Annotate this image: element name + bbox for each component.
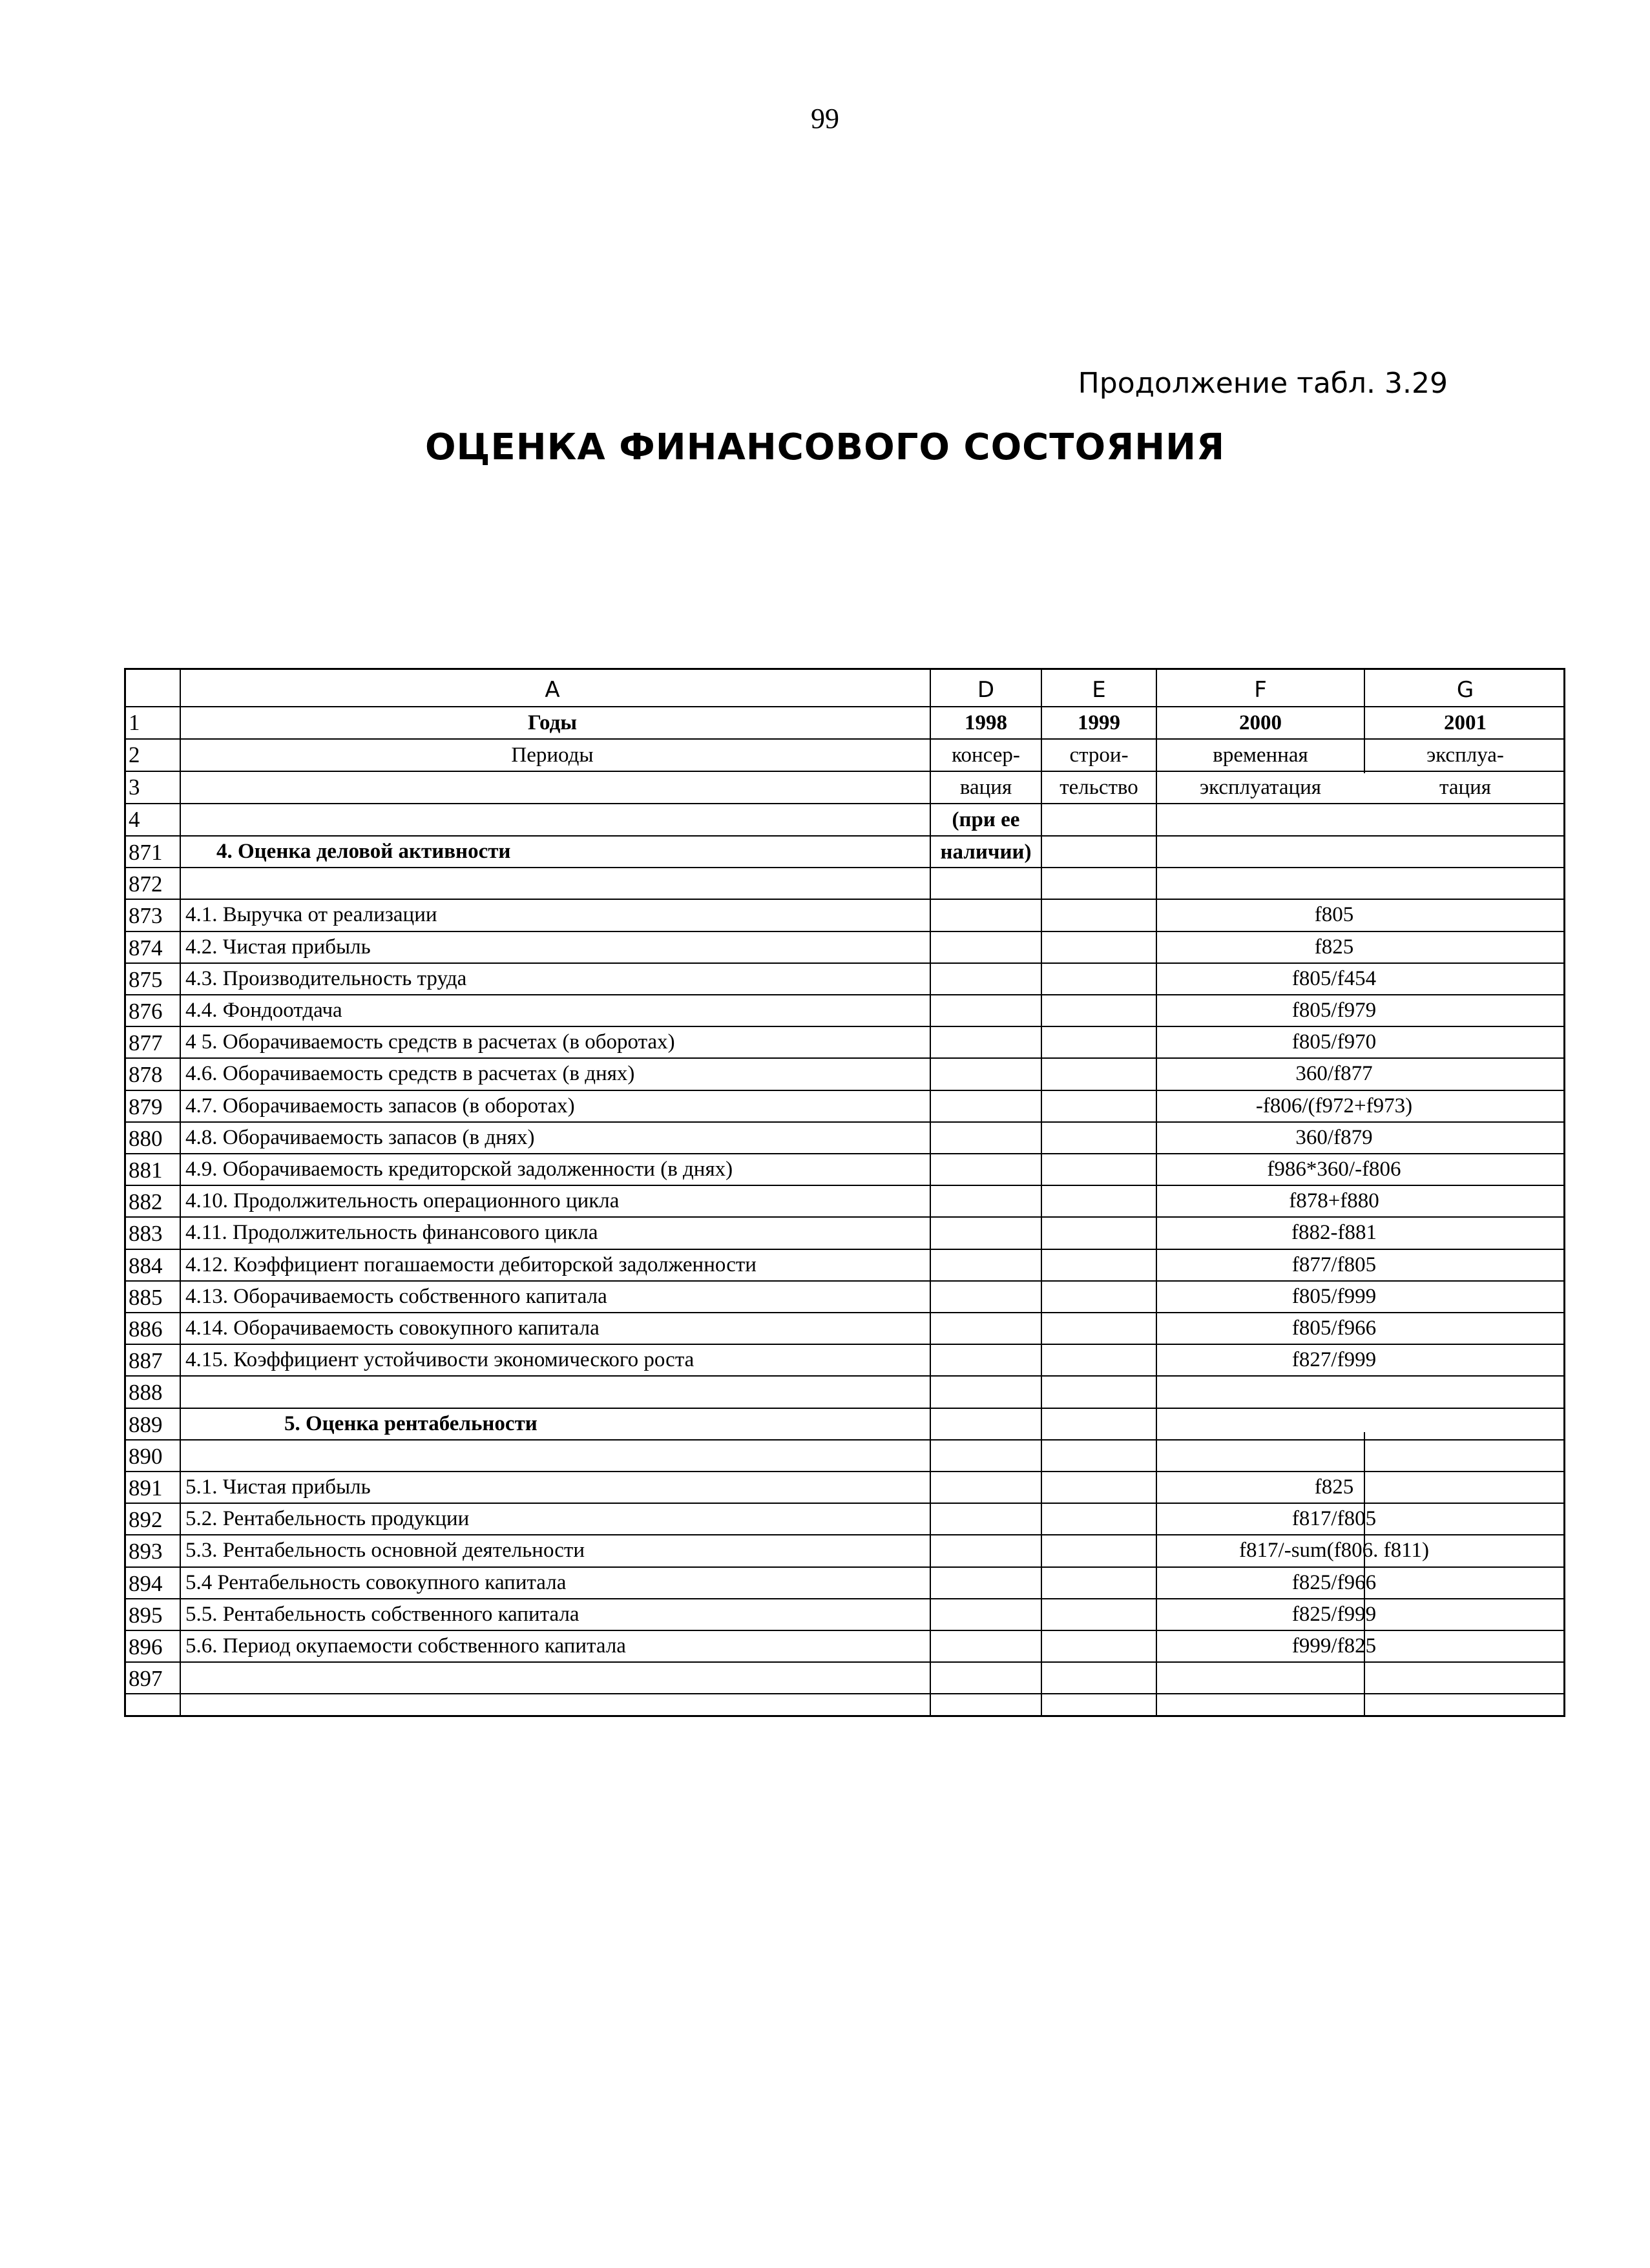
- column-divider: [930, 670, 931, 1715]
- period-g-line: эксплуа-: [1426, 744, 1504, 767]
- indicator-label: 5.2. Рентабельность продукции: [185, 1507, 470, 1531]
- indicator-label: 5.5. Рентабельность собственного капитала: [185, 1602, 580, 1626]
- formula-cell: f817/f805: [1291, 1507, 1377, 1531]
- row-number: 878: [129, 1062, 163, 1088]
- period-e-line: тельство: [1060, 776, 1138, 799]
- row-divider: [126, 1216, 1563, 1218]
- col-header-a: A: [545, 677, 560, 703]
- row-number: 3: [129, 775, 140, 800]
- row-number: 891: [129, 1475, 163, 1501]
- indicator-label: 4.3. Производительность труда: [185, 966, 467, 990]
- indicator-label: 4.10. Продолжительность операционного цикла: [185, 1189, 620, 1213]
- row-number: 2: [129, 742, 140, 767]
- period-f-line: временная: [1213, 744, 1308, 767]
- row-number: 880: [129, 1125, 163, 1151]
- column-divider: [1041, 670, 1042, 1715]
- row-number: 892: [129, 1507, 163, 1533]
- row-divider: [126, 931, 1563, 932]
- row-number: 894: [129, 1570, 163, 1596]
- indicator-label: 4.6. Оборачиваемость средств в расчетах (в днях): [185, 1062, 635, 1086]
- page-number: 99: [811, 103, 839, 134]
- table-continuation-caption: Продолжение табл. 3.29: [1078, 367, 1448, 400]
- row-divider: [126, 1312, 1563, 1313]
- row-number: 877: [129, 1030, 163, 1056]
- col-header-d: D: [977, 677, 995, 703]
- row-divider: [126, 994, 1563, 995]
- row-number: 896: [129, 1634, 163, 1659]
- indicator-label: 4.14. Оборачиваемость совокупного капитала: [185, 1316, 600, 1340]
- row-divider: [126, 1503, 1563, 1504]
- formula-cell: f882-f881: [1291, 1221, 1377, 1245]
- indicator-label: 4.8. Оборачиваемость запасов (в днях): [185, 1125, 535, 1149]
- formula-cell: f805: [1314, 903, 1354, 927]
- year-2001: 2001: [1444, 711, 1487, 734]
- row-divider: [126, 1534, 1563, 1535]
- formula-cell: 360/f879: [1295, 1125, 1373, 1149]
- row-number: 884: [129, 1253, 163, 1278]
- row-number: 886: [129, 1316, 163, 1342]
- indicator-label: 5.3. Рентабельность основной деятельности: [185, 1539, 585, 1563]
- row-divider: [126, 1598, 1563, 1599]
- formula-cell: f827/f999: [1291, 1348, 1377, 1372]
- row-number: 888: [129, 1380, 163, 1406]
- row-divider: [126, 803, 1563, 804]
- formula-cell: f805/f970: [1291, 1030, 1377, 1054]
- col-header-f: F: [1254, 677, 1267, 703]
- row-divider: [126, 867, 1563, 868]
- indicator-label: 4.9. Оборачиваемость кредиторской задолженности (в днях): [185, 1158, 733, 1181]
- row-number: 1: [129, 710, 140, 735]
- row-divider: [126, 1185, 1563, 1186]
- formula-cell: f805/f966: [1291, 1316, 1377, 1340]
- period-f-line: эксплуатация: [1200, 776, 1321, 799]
- indicator-label: 4.11. Продолжительность финансового цикла: [185, 1221, 598, 1245]
- row-number: 873: [129, 903, 163, 929]
- column-divider: [1364, 670, 1365, 773]
- formula-cell: f805/f454: [1291, 966, 1377, 990]
- row-divider: [126, 1375, 1563, 1377]
- row-divider: [126, 1471, 1563, 1472]
- row-divider: [126, 1090, 1563, 1091]
- financial-assessment-table: [124, 668, 1565, 1717]
- row-number: 879: [129, 1094, 163, 1119]
- row-number: 890: [129, 1443, 163, 1469]
- indicator-label: 4 5. Оборачиваемость средств в расчетах (в оборотах): [185, 1030, 675, 1054]
- section-heading: 4. Оценка деловой активности: [216, 840, 511, 863]
- year-1999: 1999: [1078, 711, 1120, 734]
- period-d-line: наличии): [940, 840, 1032, 864]
- row-divider: [126, 1439, 1563, 1441]
- col-header-g: G: [1456, 677, 1474, 703]
- row-divider: [126, 1280, 1563, 1282]
- row-divider: [126, 1630, 1563, 1631]
- document-title: ОЦЕНКА ФИНАНСОВОГО СОСТОЯНИЯ: [424, 426, 1226, 468]
- indicator-label: 4.15. Коэффициент устойчивости экономического роста: [185, 1348, 694, 1372]
- indicator-label: 5.1. Чистая прибыль: [185, 1475, 371, 1499]
- row-divider: [126, 1344, 1563, 1345]
- years-label: Годы: [527, 711, 578, 734]
- row-divider: [126, 1153, 1563, 1154]
- row-divider: [126, 1057, 1563, 1059]
- formula-cell: f805/f979: [1291, 999, 1377, 1022]
- row-number: 895: [129, 1602, 163, 1628]
- row-divider: [126, 1661, 1563, 1663]
- formula-cell: f878+f880: [1289, 1189, 1379, 1213]
- period-e-line: строи-: [1069, 744, 1129, 767]
- row-divider: [126, 738, 1563, 740]
- year-1998: 1998: [965, 711, 1007, 734]
- row-divider: [126, 1249, 1563, 1250]
- row-divider: [126, 899, 1563, 900]
- row-number: 871: [129, 840, 163, 865]
- indicator-label: 4.13. Оборачиваемость собственного капитала: [185, 1284, 607, 1308]
- formula-cell: f877/f805: [1291, 1253, 1377, 1276]
- column-divider: [1156, 670, 1157, 1715]
- period-d-line: вация: [959, 776, 1012, 799]
- row-divider: [126, 1566, 1563, 1568]
- formula-cell: f805/f999: [1291, 1284, 1377, 1308]
- formula-cell: f825/f966: [1291, 1570, 1377, 1594]
- row-divider: [126, 1693, 1563, 1694]
- row-number: 882: [129, 1189, 163, 1215]
- col-header-e: E: [1092, 677, 1106, 703]
- indicator-label: 4.1. Выручка от реализации: [185, 903, 437, 927]
- indicator-label: 4.7. Оборачиваемость запасов (в оборотах): [185, 1094, 575, 1118]
- row-number: 4: [129, 807, 140, 832]
- row-number: 881: [129, 1158, 163, 1183]
- indicator-label: 4.2. Чистая прибыль: [185, 935, 371, 959]
- formula-cell: f986*360/-f806: [1267, 1158, 1401, 1181]
- year-2000: 2000: [1239, 711, 1282, 734]
- formula-cell: f825: [1314, 1475, 1354, 1499]
- indicator-label: 4.4. Фондоотдача: [185, 999, 342, 1022]
- period-d-line: (при ее: [952, 808, 1020, 831]
- row-number: 872: [129, 871, 163, 897]
- row-number: 897: [129, 1666, 163, 1692]
- row-divider: [126, 835, 1563, 837]
- formula-cell: f817/-sum(f806. f811): [1239, 1539, 1429, 1563]
- formula-cell: f999/f825: [1291, 1634, 1377, 1658]
- row-number: 876: [129, 999, 163, 1024]
- formula-cell: f825/f999: [1291, 1602, 1377, 1626]
- formula-cell: 360/f877: [1295, 1062, 1373, 1086]
- row-divider: [126, 1121, 1563, 1123]
- row-number: 885: [129, 1284, 163, 1310]
- row-divider: [126, 1408, 1563, 1409]
- row-number: 893: [129, 1539, 163, 1565]
- indicator-label: 5.4 Рентабельность совокупного капитала: [185, 1570, 567, 1594]
- row-divider: [126, 771, 1563, 772]
- row-number: 883: [129, 1221, 163, 1247]
- row-number: 887: [129, 1348, 163, 1374]
- indicator-label: 5.6. Период окупаемости собственного капитала: [185, 1634, 626, 1658]
- section-heading: 5. Оценка рентабельности: [284, 1411, 538, 1435]
- row-number: 874: [129, 935, 163, 961]
- formula-cell: -f806/(f972+f973): [1255, 1094, 1413, 1118]
- period-d-line: консер-: [952, 744, 1020, 767]
- row-divider: [126, 1026, 1563, 1027]
- formula-cell: f825: [1314, 935, 1354, 959]
- period-g-line: тация: [1439, 776, 1491, 799]
- row-divider: [126, 962, 1563, 964]
- periods-label: Периоды: [511, 744, 594, 767]
- column-divider: [180, 670, 181, 1715]
- row-number: 889: [129, 1411, 163, 1437]
- row-number: 875: [129, 966, 163, 992]
- row-divider: [126, 706, 1563, 707]
- indicator-label: 4.12. Коэффициент погашаемости дебиторской задолженности: [185, 1253, 757, 1276]
